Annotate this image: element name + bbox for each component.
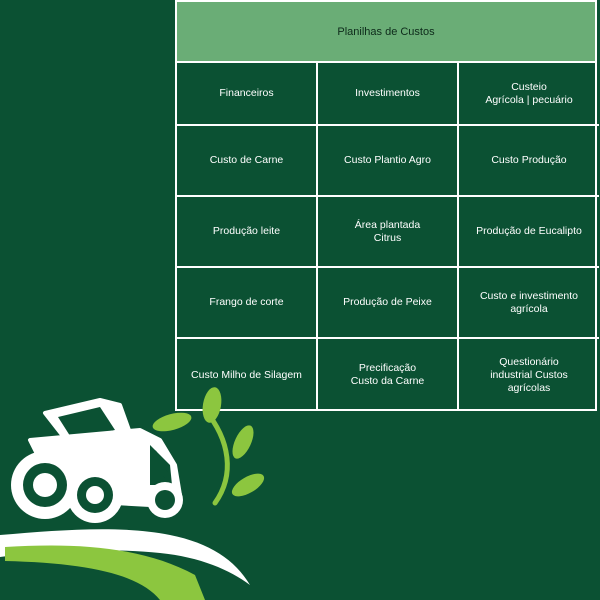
tractor-logo <box>0 385 280 600</box>
grid-cell-custo-carne[interactable]: Custo de Carne <box>177 126 318 197</box>
grid-cell-milho-silagem[interactable]: Custo Milho de Silagem <box>177 339 318 411</box>
grid-cell-questionario[interactable]: Questionário industrial Custos agrícolas <box>490 355 568 394</box>
sheet-header <box>175 0 597 63</box>
leaf-icon <box>200 386 224 425</box>
grid-cell-investimento-agricola[interactable]: Custo e investimento agrícola <box>459 268 599 339</box>
grid-cell-investimentos[interactable]: Investimentos <box>318 63 459 126</box>
grid-cell-precificacao[interactable]: Precificação Custo da Carne <box>318 339 459 411</box>
leaf-icon-bottom <box>228 469 267 501</box>
grid-cell-eucalipto[interactable]: Produção de Eucalipto <box>459 197 599 268</box>
grid-cell-peixe[interactable]: Produção de Peixe <box>318 268 459 339</box>
grid-cell-custo-producao[interactable]: Custo Produção <box>459 126 599 197</box>
grid-cell-custo-plantio[interactable]: Custo Plantio Agro <box>318 126 459 197</box>
grid-cell-financeiros[interactable]: Financeiros <box>177 63 318 126</box>
leaf-stem-icon <box>205 410 227 503</box>
spreadsheet-grid <box>175 63 597 411</box>
sheet-header-title: Planilhas de Custos <box>337 25 435 38</box>
grid-cell-frango[interactable]: Frango de corte <box>177 268 318 339</box>
leaf-icon-right <box>228 422 258 461</box>
grid-cell-area-citrus[interactable]: Área plantada Citrus <box>318 197 459 268</box>
leaf-icon-left <box>151 409 194 435</box>
grid-cell-custeio[interactable]: Custeio Agrícola | pecuário <box>459 63 599 126</box>
grid-cell-producao-leite[interactable]: Produção leite <box>177 197 318 268</box>
